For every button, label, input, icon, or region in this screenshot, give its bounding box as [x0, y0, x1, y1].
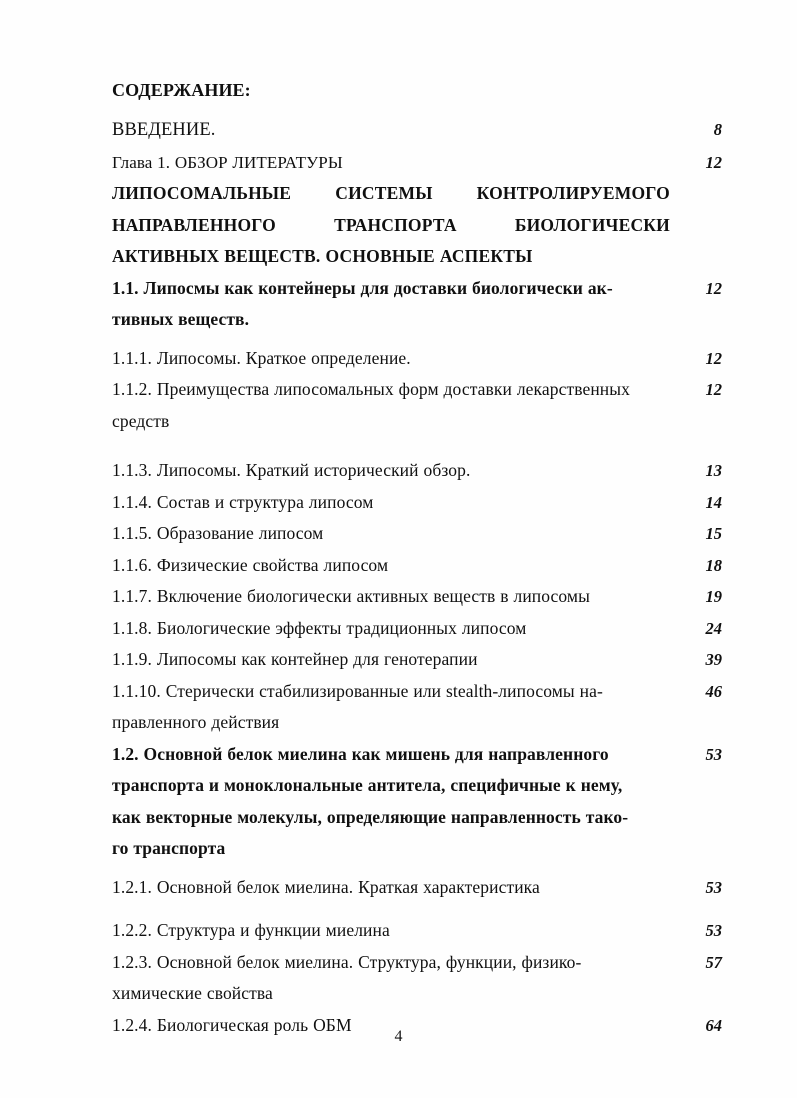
toc-entry-line-1: 1.2. Основной белок миелина как мишень для направленного [112, 743, 609, 764]
toc-entry-page-number: 39 [705, 650, 722, 669]
toc-entry-1-1-3[interactable] [112, 455, 722, 487]
toc-entry-label: 1.2.1. Основной белок миелина. Краткая характеристика [112, 876, 540, 897]
toc-entry-line-4: го транспорта [112, 838, 226, 858]
spacer [112, 336, 722, 343]
toc-entry-page-number: 53 [705, 877, 722, 897]
toc-entry-label [112, 676, 668, 739]
toc-entry-line-2: правленного действия [112, 712, 280, 732]
toc-entry-1-1-1[interactable] [112, 343, 722, 375]
toc-entry-1-1-2[interactable] [112, 374, 722, 437]
toc-entry-page-number: 64 [705, 1015, 722, 1035]
toc-entry-page-number: 46 [705, 681, 722, 701]
toc-entry-label: 1.1.7. Включение биологически активных веществ в липосомы [112, 586, 590, 606]
toc-entry-label: ВВЕДЕНИЕ. [112, 120, 216, 140]
toc-chapter-1-title [112, 178, 722, 273]
toc-entry-label: 1.1.4. Состав и структура липосом [112, 491, 374, 512]
toc-entry-label: 1.1.3. Липосомы. Краткий исторический обзор. [112, 460, 471, 480]
toc-entry-label: 1.2.2. Структура и функции миелина [112, 920, 390, 940]
spacer [112, 437, 722, 455]
toc-entry-line-2: средств [112, 410, 170, 431]
toc-entry-1-2-3[interactable] [112, 947, 722, 1010]
spacer [112, 107, 722, 114]
toc-entry-label [112, 374, 668, 437]
toc-entry-introduction[interactable] [112, 114, 722, 147]
toc-entry-label [112, 739, 668, 865]
toc-title-line-2: НАПРАВЛЕННОГО ТРАНСПОРТА БИОЛОГИЧЕСКИ [112, 214, 670, 235]
toc-entry-line-2: транспорта и моноклональные антитела, специфичные к нему, [112, 775, 623, 795]
toc-entry-line-1: 1.2.3. Основной белок миелина. Структура, функции, физико- [112, 951, 582, 972]
toc-entry-label: 1.1.6. Физические свойства липосом [112, 554, 389, 575]
toc-entry-1-1-6[interactable] [112, 550, 722, 582]
toc-entry-1-2[interactable] [112, 739, 722, 865]
toc-entry-page-number: 15 [705, 524, 722, 543]
toc-entry-chapter-1[interactable] [112, 147, 722, 178]
spacer [112, 903, 722, 915]
toc-entry-page-number: 12 [705, 380, 722, 399]
toc-entry-label: 1.1.8. Биологические эффекты традиционных липосом [112, 617, 527, 638]
toc-entry-label: 1.2.4. Биологическая роль ОБМ [112, 1014, 352, 1035]
toc-entry-page-number: 18 [705, 555, 722, 575]
toc-entry-1-1-5[interactable] [112, 518, 722, 550]
toc-entry-1-1-10[interactable] [112, 676, 722, 739]
toc-heading-label: СОДЕРЖАНИЕ: [112, 80, 251, 100]
toc-entry-1-1[interactable] [112, 273, 722, 336]
toc-entry-page-number: 14 [705, 492, 722, 512]
toc-entry-1-2-1[interactable] [112, 872, 722, 904]
toc-entry-1-1-9[interactable] [112, 644, 722, 676]
table-of-contents [112, 74, 722, 1041]
toc-entry-page-number: 8 [713, 120, 722, 139]
toc-chapter-1-title-text [112, 178, 670, 273]
toc-entry-label: 1.1.9. Липосомы как контейнер для генотерапии [112, 649, 478, 669]
toc-entry-page-number: 53 [705, 921, 722, 940]
spacer [112, 865, 722, 872]
toc-title-line-3: АКТИВНЫХ ВЕЩЕСТВ. ОСНОВНЫЕ АСПЕКТЫ [112, 246, 533, 266]
toc-entry-page-number: 19 [705, 587, 722, 606]
toc-entry-1-1-7[interactable] [112, 581, 722, 613]
toc-entry-line-1: 1.1.10. Стерически стабилизированные или stealth-липосомы на- [112, 680, 603, 701]
toc-entry-label: 1.1.1. Липосомы. Краткое определение. [112, 347, 411, 368]
toc-entry-page-number: 13 [705, 461, 722, 480]
toc-entry-label [112, 273, 668, 336]
toc-entry-label [112, 947, 668, 1010]
toc-entry-line-2: химические свойства [112, 983, 273, 1003]
page-folio: 4 [394, 1028, 403, 1045]
toc-entry-page-number: 12 [705, 348, 722, 368]
toc-entry-label: 1.1.5. Образование липосом [112, 523, 324, 543]
toc-entry-line-1: 1.1.2. Преимущества липосомальных форм доставки лекарственных [112, 379, 630, 399]
toc-entry-1-2-2[interactable] [112, 915, 722, 947]
toc-heading [112, 74, 722, 107]
toc-entry-1-1-8[interactable] [112, 613, 722, 645]
toc-entry-page-number: 57 [705, 952, 722, 972]
toc-entry-line-3: как векторные молекулы, определяющие направленность тако- [112, 806, 629, 827]
toc-title-line-1: ЛИПОСОМАЛЬНЫЕ СИСТЕМЫ КОНТРОЛИРУЕМОГО [112, 183, 670, 203]
toc-entry-page-number: 12 [705, 278, 722, 298]
toc-entry-page-number: 12 [705, 153, 722, 172]
toc-entry-line-1: 1.1. Липосмы как контейнеры для доставки биологически ак- [112, 277, 613, 298]
toc-entry-page-number: 24 [705, 618, 722, 638]
toc-entry-label: Глава 1. ОБЗОР ЛИТЕРАТУРЫ [112, 153, 343, 172]
toc-entry-1-1-4[interactable] [112, 487, 722, 519]
toc-entry-page-number: 53 [705, 744, 722, 764]
toc-entry-line-2: тивных веществ. [112, 309, 250, 329]
